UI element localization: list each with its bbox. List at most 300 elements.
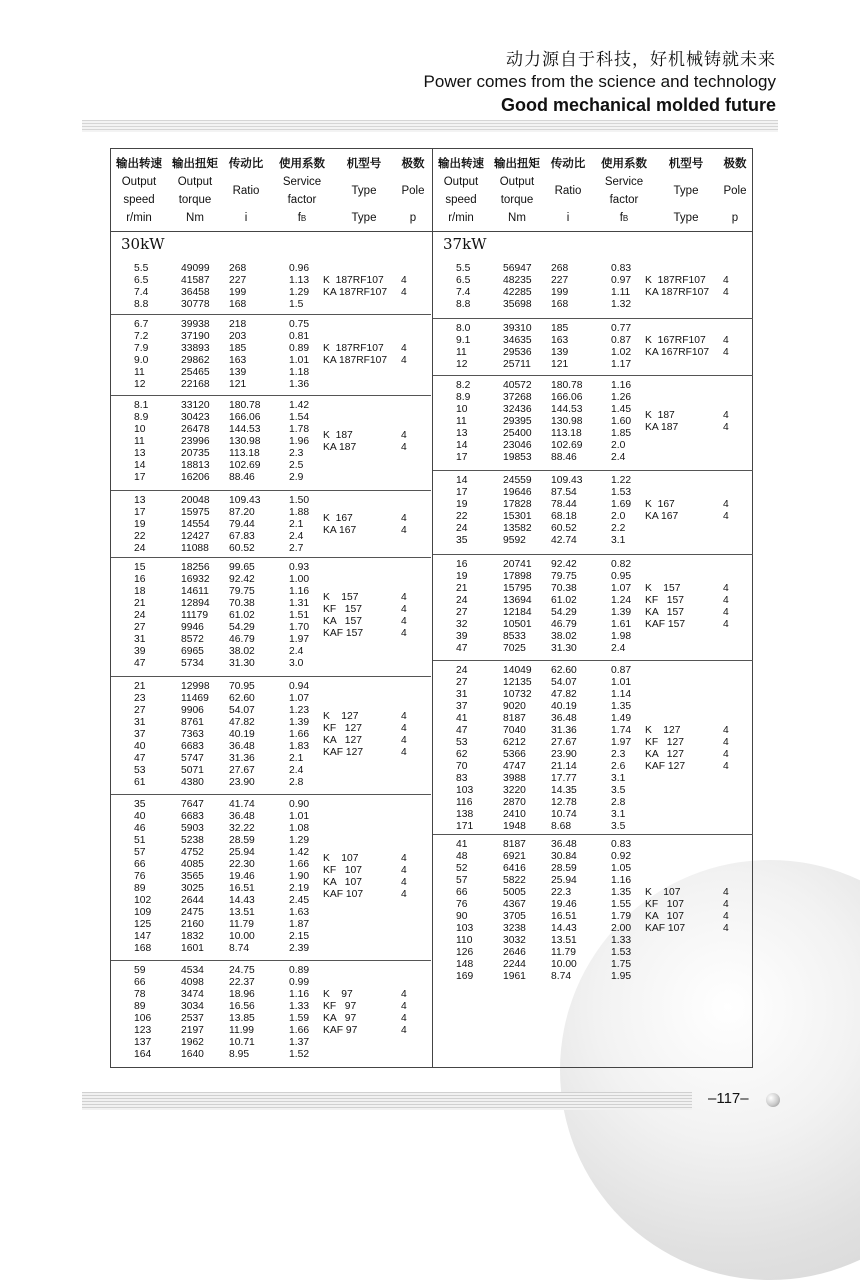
speed-cell: 13 (456, 428, 468, 439)
factor-cell: 1.97 (289, 634, 310, 645)
header-unit-sub: B (622, 214, 629, 223)
ratio-cell: 99.65 (229, 562, 255, 573)
torque-cell: 26478 (181, 424, 210, 435)
torque-cell: 35698 (503, 299, 532, 310)
torque-cell: 4752 (181, 847, 204, 858)
table-row (111, 1001, 431, 1013)
pole-count: 4 (723, 287, 729, 298)
torque-cell: 33893 (181, 343, 210, 354)
speed-cell: 27 (134, 622, 146, 633)
table-row (111, 299, 431, 311)
table-row (111, 634, 431, 646)
table-row (433, 428, 753, 440)
table-row (433, 725, 753, 737)
table-row (433, 475, 753, 487)
pole-count: 4 (401, 275, 407, 286)
torque-cell: 42285 (503, 287, 532, 298)
torque-cell: 36458 (181, 287, 210, 298)
ratio-cell: 60.52 (229, 543, 255, 554)
torque-cell: 4534 (181, 965, 204, 976)
ratio-cell: 13.85 (229, 1013, 255, 1024)
ratio-cell: 10.74 (551, 809, 577, 820)
ratio-cell: 40.19 (551, 701, 577, 712)
speed-cell: 70 (456, 761, 468, 772)
torque-cell: 8187 (503, 713, 526, 724)
speed-cell: 62 (456, 749, 468, 760)
torque-cell: 3220 (503, 785, 526, 796)
factor-cell: 0.97 (611, 275, 632, 286)
ratio-cell: 46.79 (551, 619, 577, 630)
header-en-line: Ratio (554, 185, 582, 197)
table-row (111, 658, 431, 670)
power-label: 37kW (443, 235, 487, 253)
ratio-cell: 163 (229, 355, 247, 366)
speed-cell: 51 (134, 835, 146, 846)
speed-cell: 57 (134, 847, 146, 858)
model-type: KA 167RF107 (645, 347, 710, 358)
ratio-cell: 31.30 (551, 643, 577, 654)
speed-cell: 47 (134, 753, 146, 764)
torque-cell: 13694 (503, 595, 532, 606)
table-row (111, 741, 431, 753)
header-cn: 极数 (723, 158, 747, 170)
table-row (111, 263, 431, 275)
table-row (433, 643, 753, 655)
pole-count: 4 (401, 723, 407, 734)
torque-cell: 12184 (503, 607, 532, 618)
group-separator (433, 375, 753, 376)
table-row (433, 487, 753, 499)
header-en-line: Output (177, 176, 213, 188)
ratio-cell: 36.48 (229, 741, 255, 752)
table-header-37kw (433, 149, 753, 231)
header-en-line: speed (123, 194, 155, 206)
ratio-cell: 185 (551, 323, 569, 334)
torque-cell: 48235 (503, 275, 532, 286)
ratio-cell: 79.75 (551, 571, 577, 582)
table-row (111, 400, 431, 412)
table-row (111, 823, 431, 835)
ratio-cell: 144.53 (551, 404, 583, 415)
model-type: KA 127 (323, 735, 362, 746)
speed-cell: 9.0 (134, 355, 149, 366)
torque-cell: 17828 (503, 499, 532, 510)
pole-count: 4 (723, 911, 729, 922)
table-row (111, 835, 431, 847)
torque-cell: 5734 (181, 658, 204, 669)
table-column-37kw (433, 149, 753, 1067)
model-type: KA 187RF107 (323, 287, 388, 298)
ratio-cell: 163 (551, 335, 569, 346)
table-row (433, 911, 753, 923)
torque-cell: 8572 (181, 634, 204, 645)
factor-cell: 2.0 (611, 440, 626, 451)
header-en-line: factor (287, 194, 317, 206)
table-row (111, 646, 431, 658)
model-type: K 127 (645, 725, 681, 736)
factor-cell: 2.2 (611, 523, 626, 534)
table-row (433, 511, 753, 523)
model-type: K 157 (645, 583, 681, 594)
table-row (433, 535, 753, 547)
speed-cell: 22 (134, 531, 146, 542)
group-separator (111, 794, 431, 795)
header-cn: 输出转速 (116, 158, 162, 170)
ratio-cell: 22.37 (229, 977, 255, 988)
torque-cell: 29862 (181, 355, 210, 366)
ratio-cell: 23.90 (229, 777, 255, 788)
header-cn: 输出扭矩 (172, 158, 218, 170)
table-column-30kw (111, 149, 431, 1067)
factor-cell: 1.51 (289, 610, 310, 621)
header-unit: Nm (186, 212, 204, 224)
torque-cell: 34635 (503, 335, 532, 346)
speed-cell: 7.4 (456, 287, 471, 298)
ratio-cell: 28.59 (229, 835, 255, 846)
header-cell (271, 155, 333, 228)
table-row (433, 380, 753, 392)
ratio-cell: 13.51 (229, 907, 255, 918)
table-row (433, 851, 753, 863)
torque-cell: 5071 (181, 765, 204, 776)
pole-count: 4 (401, 604, 407, 615)
pole-count: 4 (401, 865, 407, 876)
header-cell (657, 155, 715, 227)
ratio-cell: 168 (551, 299, 569, 310)
ratio-cell: 16.51 (229, 883, 255, 894)
header-en (395, 173, 431, 209)
ratio-cell: 139 (229, 367, 247, 378)
torque-cell: 1832 (181, 931, 204, 942)
factor-cell: 2.9 (289, 472, 304, 483)
torque-cell: 2160 (181, 919, 204, 930)
speed-cell: 147 (134, 931, 152, 942)
header-en-line: Ratio (232, 185, 260, 197)
torque-cell: 20735 (181, 448, 210, 459)
ratio-cell: 28.59 (551, 863, 577, 874)
speed-cell: 19 (456, 571, 468, 582)
torque-cell: 8533 (503, 631, 526, 642)
speed-cell: 6.7 (134, 319, 149, 330)
header-en-line: speed (445, 194, 477, 206)
factor-cell: 2.1 (289, 753, 304, 764)
torque-cell: 9906 (181, 705, 204, 716)
page-dot-icon (766, 1093, 780, 1107)
torque-cell: 10732 (503, 689, 532, 700)
factor-cell: 2.1 (289, 519, 304, 530)
speed-cell: 24 (456, 665, 468, 676)
group-separator (433, 470, 753, 471)
model-type: KA 167 (323, 525, 357, 536)
pole-count: 4 (723, 335, 729, 346)
speed-cell: 11 (456, 347, 467, 358)
factor-cell: 2.6 (611, 761, 626, 772)
factor-cell: 2.3 (289, 448, 304, 459)
factor-cell: 1.01 (611, 677, 632, 688)
speed-cell: 19 (456, 499, 468, 510)
factor-cell: 1.42 (289, 400, 310, 411)
torque-cell: 7025 (503, 643, 526, 654)
table-row (111, 367, 431, 379)
table-row (433, 971, 753, 983)
ratio-cell: 54.29 (551, 607, 577, 618)
torque-cell: 20741 (503, 559, 532, 570)
ratio-cell: 166.06 (229, 412, 261, 423)
table-row (433, 595, 753, 607)
torque-cell: 4085 (181, 859, 204, 870)
header-unit: i (566, 212, 570, 224)
header-unit-sub: B (300, 214, 307, 223)
model-type: KAF 107 (323, 889, 364, 900)
factor-cell: 1.88 (289, 507, 310, 518)
table-row (111, 729, 431, 741)
speed-cell: 17 (456, 452, 468, 463)
torque-cell: 39310 (503, 323, 532, 334)
torque-cell: 1601 (181, 943, 204, 954)
header-cn: 输出扭矩 (494, 158, 540, 170)
header-en (490, 173, 544, 209)
factor-cell: 1.11 (611, 287, 631, 298)
speed-cell: 13 (134, 495, 146, 506)
speed-cell: 35 (134, 799, 146, 810)
factor-cell: 1.53 (611, 947, 632, 958)
pole-count: 4 (723, 583, 729, 594)
factor-cell: 1.53 (611, 487, 632, 498)
torque-cell: 18813 (181, 460, 210, 471)
speed-cell: 11 (134, 436, 145, 447)
table-row (433, 631, 753, 643)
pole-count: 4 (723, 422, 729, 433)
table-row (433, 440, 753, 452)
torque-cell: 19646 (503, 487, 532, 498)
model-type: K 127 (323, 711, 359, 722)
speed-cell: 31 (134, 717, 146, 728)
ratio-cell: 109.43 (551, 475, 583, 486)
table-row (433, 839, 753, 851)
pole-count: 4 (723, 275, 729, 286)
speed-cell: 24 (456, 595, 468, 606)
table-row (433, 607, 753, 619)
model-type: KF 127 (323, 723, 362, 734)
table-row (111, 495, 431, 507)
model-type: K 157 (323, 592, 359, 603)
factor-cell: 1.35 (611, 701, 632, 712)
table-row (433, 701, 753, 713)
ratio-cell: 79.75 (229, 586, 255, 597)
ratio-cell: 130.98 (551, 416, 583, 427)
torque-cell: 3034 (181, 1001, 204, 1012)
factor-cell: 0.87 (611, 665, 632, 676)
torque-cell: 13582 (503, 523, 532, 534)
speed-cell: 8.2 (456, 380, 471, 391)
pole-count: 4 (723, 923, 729, 934)
table-row (111, 943, 431, 955)
speed-cell: 39 (134, 646, 146, 657)
factor-cell: 1.31 (289, 598, 310, 609)
factor-cell: 1.42 (289, 847, 310, 858)
table-row (111, 965, 431, 977)
factor-cell: 1.01 (289, 811, 310, 822)
table-row (433, 773, 753, 785)
ratio-cell: 31.30 (229, 658, 255, 669)
model-type: KF 127 (645, 737, 684, 748)
page-header (424, 48, 776, 118)
table-row (111, 472, 431, 484)
torque-cell: 3474 (181, 989, 204, 1000)
torque-cell: 3032 (503, 935, 526, 946)
header-cn: 输出转速 (438, 158, 484, 170)
speed-cell: 37 (134, 729, 146, 740)
factor-cell: 1.17 (611, 359, 632, 370)
speed-cell: 17 (134, 507, 146, 518)
speed-cell: 148 (456, 959, 474, 970)
factor-cell: 1.29 (289, 287, 310, 298)
torque-cell: 6965 (181, 646, 204, 657)
ratio-cell: 70.95 (229, 681, 255, 692)
speed-cell: 59 (134, 965, 146, 976)
table-row (111, 519, 431, 531)
header-en-line: torque (178, 194, 212, 206)
factor-cell: 1.78 (289, 424, 310, 435)
torque-cell: 29536 (503, 347, 532, 358)
header-cn: 机型号 (346, 158, 382, 170)
header-cn: 极数 (401, 158, 425, 170)
group-separator (111, 557, 431, 558)
factor-cell: 1.66 (289, 1025, 310, 1036)
pole-count: 4 (723, 749, 729, 760)
speed-cell: 15 (134, 562, 146, 573)
speed-cell: 11 (456, 416, 467, 427)
header-unit: i (244, 212, 248, 224)
torque-cell: 30778 (181, 299, 210, 310)
ratio-cell: 166.06 (551, 392, 583, 403)
speed-cell: 12 (456, 359, 468, 370)
ratio-cell: 25.94 (551, 875, 577, 886)
speed-cell: 27 (456, 677, 468, 688)
table-row (111, 598, 431, 610)
factor-cell: 1.63 (289, 907, 310, 918)
factor-cell: 0.83 (611, 263, 632, 274)
table-row (111, 1013, 431, 1025)
speed-cell: 24 (134, 543, 146, 554)
speed-cell: 22 (456, 511, 468, 522)
factor-cell: 1.18 (289, 367, 310, 378)
torque-cell: 14049 (503, 665, 532, 676)
speed-cell: 138 (456, 809, 474, 820)
speed-cell: 14 (134, 460, 146, 471)
ratio-cell: 180.78 (229, 400, 261, 411)
factor-cell: 0.95 (611, 571, 632, 582)
speed-cell: 31 (456, 689, 468, 700)
torque-cell: 8761 (181, 717, 204, 728)
torque-cell: 2870 (503, 797, 526, 808)
ratio-cell: 61.02 (229, 610, 255, 621)
table-row (111, 1025, 431, 1037)
pole-count: 4 (723, 737, 729, 748)
header-unit: Type (673, 212, 699, 224)
torque-cell: 2244 (503, 959, 526, 970)
header-en (433, 173, 489, 209)
torque-cell: 12894 (181, 598, 210, 609)
table-header-30kw (111, 149, 431, 231)
model-type: K 187RF107 (645, 275, 706, 286)
factor-cell: 1.35 (611, 887, 632, 898)
table-row (111, 379, 431, 391)
factor-cell: 1.13 (289, 275, 310, 286)
factor-cell: 2.4 (611, 452, 626, 463)
pole-count: 4 (401, 616, 407, 627)
table-row (111, 977, 431, 989)
table-row (433, 689, 753, 701)
ratio-cell: 10.00 (229, 931, 255, 942)
torque-cell: 1948 (503, 821, 526, 832)
table-row (111, 931, 431, 943)
speed-cell: 8.9 (134, 412, 149, 423)
model-type: K 107 (645, 887, 681, 898)
pole-count: 4 (723, 511, 729, 522)
factor-cell: 1.52 (289, 1049, 310, 1060)
torque-cell: 37190 (181, 331, 210, 342)
header-en-line: Service (604, 176, 644, 188)
ratio-cell: 21.14 (551, 761, 577, 772)
table-row (111, 507, 431, 519)
speed-cell: 47 (134, 658, 146, 669)
header-cell (490, 155, 544, 227)
table-row (433, 583, 753, 595)
factor-cell: 0.94 (289, 681, 310, 692)
speed-cell: 89 (134, 883, 146, 894)
header-cell (395, 155, 431, 227)
ratio-cell: 109.43 (229, 495, 261, 506)
ratio-cell: 16.51 (551, 911, 577, 922)
ratio-cell: 14.43 (229, 895, 255, 906)
speed-cell: 24 (134, 610, 146, 621)
ratio-cell: 47.82 (229, 717, 255, 728)
factor-cell: 3.1 (611, 535, 626, 546)
ratio-cell: 24.75 (229, 965, 255, 976)
torque-cell: 6683 (181, 811, 204, 822)
pole-count: 4 (401, 1001, 407, 1012)
factor-cell: 1.66 (289, 859, 310, 870)
header-unit: fB (619, 212, 629, 224)
speed-cell: 7.2 (134, 331, 149, 342)
torque-cell: 4098 (181, 977, 204, 988)
ratio-cell: 11.99 (229, 1025, 255, 1036)
speed-cell: 21 (134, 598, 146, 609)
header-cn: 使用系数 (601, 158, 647, 170)
torque-cell: 1962 (181, 1037, 204, 1048)
factor-cell: 1.83 (289, 741, 310, 752)
ratio-cell: 38.02 (229, 646, 255, 657)
ratio-cell: 203 (229, 331, 247, 342)
factor-cell: 1.07 (289, 693, 310, 704)
model-type: KAF 127 (645, 761, 686, 772)
speed-cell: 14 (456, 440, 468, 451)
slogan-cn: 动力源自于科技，好机械铸就未来 (506, 50, 776, 70)
header-cn: 传动比 (228, 158, 264, 170)
factor-cell: 1.39 (611, 607, 632, 618)
factor-cell: 0.93 (289, 562, 310, 573)
factor-cell: 1.33 (289, 1001, 310, 1012)
speed-cell: 41 (456, 713, 468, 724)
pole-count: 4 (723, 410, 729, 421)
model-type: KA 187RF107 (645, 287, 710, 298)
table-row (111, 989, 431, 1001)
pole-count: 4 (401, 889, 407, 900)
model-type: K 167 (645, 499, 675, 510)
table-row (111, 693, 431, 705)
table-row (111, 331, 431, 343)
